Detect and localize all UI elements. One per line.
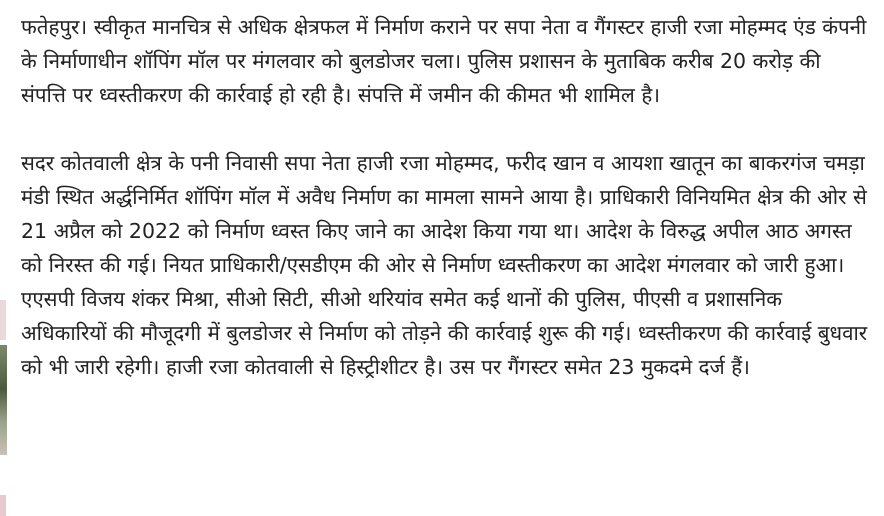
thumbnail-image[interactable] (0, 300, 6, 340)
article-paragraph: सदर कोतवाली क्षेत्र के पनी निवासी सपा नेता हाजी रजा मोहम्मद, फरीद खान व आयशा खातून का बाकरगंज चमड़ा मंडी स्थित अर्द्धनिर्मित शॉपिंग मॉल में अवैध निर्माण का मामला सामने आया है। प्राधिकारी विनियमित क्षेत्र की ओर से 21 अप्रैल को 2022 को निर्माण ध्वस्त किए जाने का आदेश किया गया था। आदेश के विरुद्ध अपील आठ अगस्त को निरस्त की गई। नियत प्राधिकारी/एसडीएम की ओर से निर्माण ध्वस्तीकरण का आदेश मंगलवार को जारी हुआ। एएसपी विजय शंकर मिश्रा, सीओ सिटी, सीओ थरियांव समेत कई थानों की पुलिस, पीएसी व प्रशासनिक अधिकारियों की मौजूदगी में बुलडोजर से निर्माण को तोड़ने की कार्रवाई शुरू की गई। ध्वस्तीकरण की कार्रवाई बुधवार को भी जारी रहेगी। हाजी रजा कोतवाली से हिस्ट्रीशीटर है। उस पर गैंगस्टर समेत 23 मुकदमे दर्ज हैं। (21, 151, 868, 379)
sidebar-thumbnail-strip (0, 0, 8, 516)
article-paragraph: फतेहपुर। स्वीकृत मानचित्र से अधिक क्षेत्रफल में निर्माण कराने पर सपा नेता व गैंगस्टर हाजी रजा मोहम्मद एंड कंपनी के निर्माणाधीन शॉपिंग मॉल पर मंगलवार को बुलडोजर चला। पुलिस प्रशासन के मुताबिक करीब 20 करोड़ की संपत्ति पर ध्वस्तीकरण की कार्रवाई हो रही है। संपत्ति में जमीन की कीमत भी शामिल है। (21, 15, 867, 107)
article-body (21, 10, 871, 418)
thumbnail-image[interactable] (0, 495, 6, 516)
thumbnail-image[interactable] (0, 345, 7, 455)
